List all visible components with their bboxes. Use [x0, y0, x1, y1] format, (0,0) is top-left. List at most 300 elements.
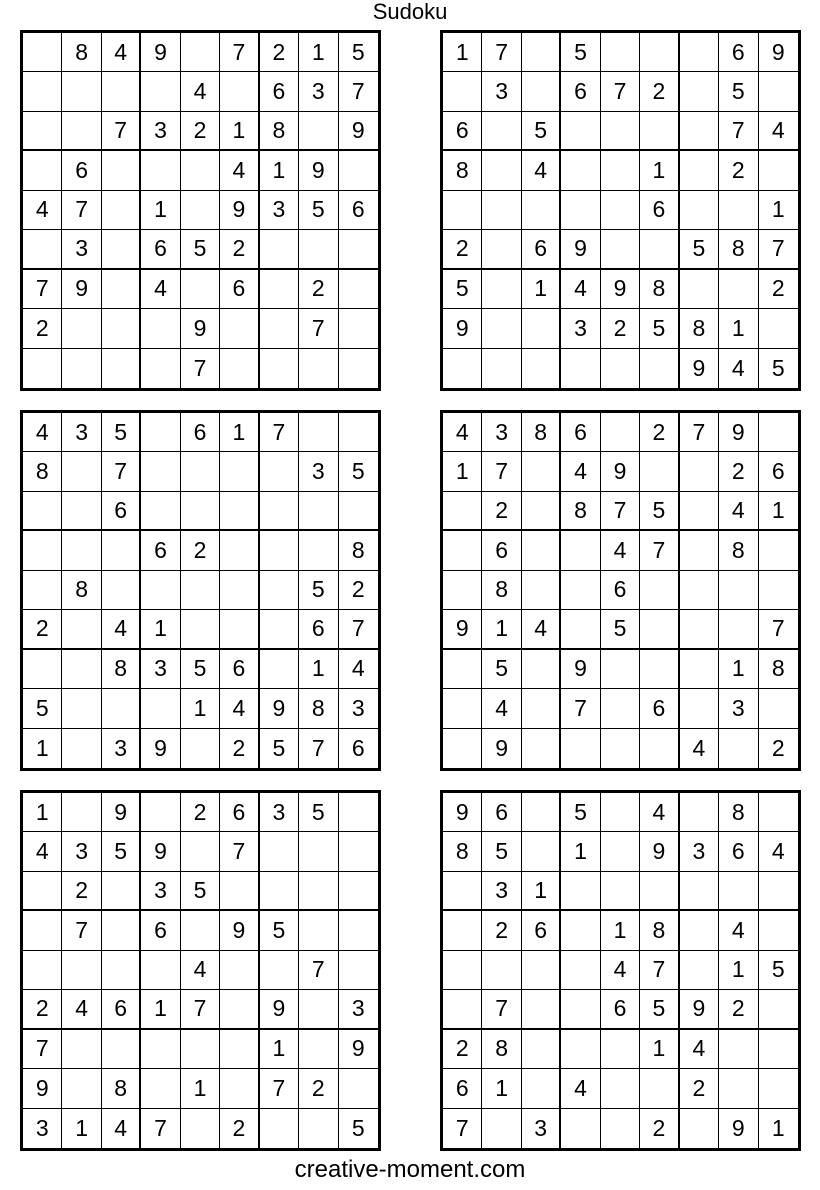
sudoku-cell: 3 [522, 1109, 561, 1148]
sudoku-cell: 4 [102, 610, 141, 649]
sudoku-cell: 6 [102, 990, 141, 1029]
sudoku-cell: 2 [23, 610, 62, 649]
sudoku-cell: 4 [23, 413, 62, 452]
sudoku-cell [640, 112, 679, 151]
sudoku-cell: 7 [640, 531, 679, 570]
sudoku-cell: 4 [62, 990, 101, 1029]
sudoku-cell [443, 911, 482, 950]
sudoku-cell: 9 [339, 1030, 378, 1069]
sudoku-cell [482, 151, 521, 190]
sudoku-cell [522, 33, 561, 72]
sudoku-cell [181, 151, 220, 190]
sudoku-cell: 1 [260, 1030, 299, 1069]
sudoku-cell: 4 [680, 1030, 719, 1069]
sudoku-cell: 8 [62, 571, 101, 610]
sudoku-cell [759, 571, 798, 610]
sudoku-cell: 5 [181, 650, 220, 689]
sudoku-cell [640, 33, 679, 72]
sudoku-cell: 6 [522, 230, 561, 269]
sudoku-cell: 1 [640, 1030, 679, 1069]
sudoku-cell: 1 [181, 689, 220, 728]
sudoku-cell [522, 452, 561, 491]
sudoku-cell: 4 [719, 911, 758, 950]
sudoku-cell [640, 452, 679, 491]
sudoku-cell [299, 349, 338, 388]
sudoku-cell [339, 1069, 378, 1108]
sudoku-cell: 8 [443, 832, 482, 871]
sudoku-cell [601, 151, 640, 190]
sudoku-cell: 1 [719, 650, 758, 689]
sudoku-cell [23, 872, 62, 911]
sudoku-cell [62, 112, 101, 151]
sudoku-cell [680, 911, 719, 950]
sudoku-cell [299, 1109, 338, 1148]
sudoku-cell [719, 610, 758, 649]
sudoku-cell [759, 990, 798, 1029]
sudoku-cell: 7 [640, 951, 679, 990]
sudoku-cell [23, 72, 62, 111]
sudoku-cell: 6 [719, 832, 758, 871]
sudoku-cell: 4 [561, 1069, 600, 1108]
sudoku-cell: 8 [482, 571, 521, 610]
sudoku-cell: 5 [561, 793, 600, 832]
sudoku-cell [339, 309, 378, 348]
sudoku-cell [640, 610, 679, 649]
sudoku-cell: 7 [62, 191, 101, 230]
sudoku-cell: 9 [443, 610, 482, 649]
sudoku-cell: 6 [260, 72, 299, 111]
sudoku-cell: 1 [443, 33, 482, 72]
sudoku-cell [260, 872, 299, 911]
sudoku-cell: 8 [640, 270, 679, 309]
sudoku-cell: 6 [220, 270, 259, 309]
sudoku-cell: 8 [443, 151, 482, 190]
sudoku-cell [640, 1069, 679, 1108]
sudoku-cell [443, 872, 482, 911]
sudoku-cell [339, 951, 378, 990]
sudoku-cell [561, 990, 600, 1029]
sudoku-cell: 4 [23, 191, 62, 230]
sudoku-cell: 6 [759, 452, 798, 491]
sudoku-cell: 5 [339, 33, 378, 72]
sudoku-cell: 6 [601, 990, 640, 1029]
sudoku-cell: 8 [719, 230, 758, 269]
sudoku-cell: 7 [339, 610, 378, 649]
sudoku-cell [561, 571, 600, 610]
sudoku-cell: 1 [141, 191, 180, 230]
sudoku-cell: 1 [443, 452, 482, 491]
sudoku-cell [181, 270, 220, 309]
sudoku-cell: 7 [181, 990, 220, 1029]
sudoku-cell [522, 492, 561, 531]
sudoku-grid-4 [440, 410, 801, 771]
sudoku-cell [601, 112, 640, 151]
sudoku-cell: 2 [181, 112, 220, 151]
sudoku-cell [141, 413, 180, 452]
sudoku-cell [601, 1030, 640, 1069]
sudoku-cell: 5 [561, 33, 600, 72]
sudoku-cell: 4 [522, 151, 561, 190]
sudoku-cell: 8 [561, 492, 600, 531]
sudoku-cell [23, 531, 62, 570]
sudoku-cell [522, 571, 561, 610]
sudoku-cell [443, 492, 482, 531]
sudoku-cell [680, 452, 719, 491]
sudoku-cell [601, 33, 640, 72]
sudoku-cell: 1 [141, 610, 180, 649]
sudoku-cell: 7 [299, 951, 338, 990]
sudoku-cell: 9 [719, 413, 758, 452]
sudoku-cell [62, 689, 101, 728]
sudoku-cell [522, 689, 561, 728]
sudoku-cell: 7 [680, 413, 719, 452]
sudoku-cell: 7 [759, 610, 798, 649]
sudoku-cell: 9 [482, 729, 521, 768]
sudoku-cell: 1 [482, 1069, 521, 1108]
sudoku-cell [601, 729, 640, 768]
sudoku-cell [561, 1030, 600, 1069]
sudoku-cell: 9 [181, 309, 220, 348]
sudoku-cell: 7 [260, 413, 299, 452]
sudoku-cell: 2 [771, 734, 785, 761]
sudoku-cell: 1 [141, 990, 180, 1029]
sudoku-cell: 9 [141, 832, 180, 871]
sudoku-cell [339, 911, 378, 950]
sudoku-cell: 7 [141, 1109, 180, 1148]
sudoku-cell [522, 191, 561, 230]
sudoku-cell: 6 [141, 911, 180, 950]
sudoku-cell [719, 1030, 758, 1069]
sudoku-cell [220, 571, 259, 610]
sudoku-cell [23, 911, 62, 950]
sudoku-cell: 3 [141, 872, 180, 911]
sudoku-cell: 5 [771, 354, 785, 381]
sudoku-cell [719, 191, 758, 230]
sudoku-cell: 9 [680, 990, 719, 1029]
sudoku-cell [62, 492, 101, 531]
sudoku-cell [102, 689, 141, 728]
sudoku-cell: 9 [561, 230, 600, 269]
sudoku-cell: 9 [220, 911, 259, 950]
sudoku-cell [522, 72, 561, 111]
sudoku-cell [561, 112, 600, 151]
sudoku-cell [719, 571, 758, 610]
sudoku-cell: 7 [561, 689, 600, 728]
sudoku-cell [482, 951, 521, 990]
sudoku-cell: 4 [181, 951, 220, 990]
sudoku-cell [260, 571, 299, 610]
sudoku-cell: 2 [339, 571, 378, 610]
sudoku-cell: 5 [181, 230, 220, 269]
sudoku-cell: 4 [640, 793, 679, 832]
sudoku-cell: 1 [759, 492, 798, 531]
sudoku-cell [601, 413, 640, 452]
sudoku-cell: 4 [339, 650, 378, 689]
sudoku-cell [561, 349, 600, 388]
sudoku-cell: 1 [299, 33, 338, 72]
sudoku-cell [102, 230, 141, 269]
sudoku-cell [181, 191, 220, 230]
sudoku-cell [561, 729, 600, 768]
sudoku-cell [220, 309, 259, 348]
sudoku-cell: 8 [759, 650, 798, 689]
sudoku-cell: 1 [561, 832, 600, 871]
sudoku-cell [220, 349, 259, 388]
sudoku-cell: 6 [482, 793, 521, 832]
sudoku-cell [181, 729, 220, 768]
sudoku-cell [102, 951, 141, 990]
sudoku-cell: 2 [719, 452, 758, 491]
sudoku-cell [102, 911, 141, 950]
sudoku-cell [482, 112, 521, 151]
sudoku-cell: 4 [23, 832, 62, 871]
sudoku-cell [62, 309, 101, 348]
sudoku-cell: 5 [680, 230, 719, 269]
sudoku-cell [62, 729, 101, 768]
sudoku-cell: 6 [141, 230, 180, 269]
sudoku-cell [443, 650, 482, 689]
sudoku-cell [181, 33, 220, 72]
sudoku-cell: 1 [23, 729, 62, 768]
sudoku-cell [260, 309, 299, 348]
sudoku-cell [299, 230, 338, 269]
sudoku-cell: 8 [102, 650, 141, 689]
sudoku-cell: 9 [601, 270, 640, 309]
sudoku-cell [640, 349, 679, 388]
sudoku-cell [522, 1030, 561, 1069]
sudoku-cell [23, 571, 62, 610]
sudoku-cell [561, 951, 600, 990]
sudoku-cell [220, 452, 259, 491]
sudoku-cell: 3 [260, 793, 299, 832]
sudoku-cell: 2 [719, 151, 758, 190]
sudoku-cell: 8 [719, 531, 758, 570]
sudoku-cell [220, 531, 259, 570]
sudoku-cell [260, 452, 299, 491]
sudoku-cell [62, 951, 101, 990]
sudoku-cell: 3 [62, 413, 101, 452]
sudoku-cell [522, 729, 561, 768]
sudoku-cell: 6 [482, 531, 521, 570]
sudoku-cell [339, 872, 378, 911]
sudoku-cell: 3 [482, 413, 521, 452]
sudoku-cell [23, 951, 62, 990]
sudoku-cell: 2 [640, 72, 679, 111]
sudoku-cell [522, 832, 561, 871]
sudoku-cell: 2 [759, 270, 798, 309]
sudoku-cell [102, 872, 141, 911]
sudoku-cell: 2 [299, 270, 338, 309]
sudoku-cell [260, 230, 299, 269]
sudoku-cell [443, 951, 482, 990]
sudoku-cell: 7 [260, 1069, 299, 1108]
sudoku-cell: 2 [443, 230, 482, 269]
sudoku-cell: 3 [482, 872, 521, 911]
sudoku-cell [601, 1069, 640, 1108]
sudoku-cell [443, 349, 482, 388]
sudoku-cell [339, 793, 378, 832]
sudoku-cell: 9 [141, 33, 180, 72]
sudoku-cell [680, 191, 719, 230]
sudoku-cell [443, 191, 482, 230]
sudoku-cell [260, 270, 299, 309]
sudoku-cell [522, 650, 561, 689]
sudoku-cell: 5 [522, 112, 561, 151]
sudoku-cell [759, 911, 798, 950]
sudoku-cell: 5 [601, 610, 640, 649]
sudoku-cell [260, 610, 299, 649]
sudoku-cell [299, 911, 338, 950]
sudoku-cell [482, 230, 521, 269]
sudoku-cell [680, 689, 719, 728]
sudoku-cell [102, 191, 141, 230]
sudoku-cell [181, 492, 220, 531]
sudoku-cell [220, 72, 259, 111]
sudoku-cell [141, 689, 180, 728]
sudoku-cell: 1 [181, 1069, 220, 1108]
sudoku-grid-2 [440, 30, 801, 391]
sudoku-cell: 3 [339, 689, 378, 728]
sudoku-cell: 2 [220, 729, 259, 768]
sudoku-cell: 6 [62, 151, 101, 190]
sudoku-cell: 5 [260, 729, 299, 768]
sudoku-cell [482, 191, 521, 230]
sudoku-cell: 7 [62, 911, 101, 950]
sudoku-cell [299, 872, 338, 911]
sudoku-cell [23, 151, 62, 190]
sudoku-cell: 5 [640, 309, 679, 348]
sudoku-cell: 5 [181, 872, 220, 911]
sudoku-cell [23, 112, 62, 151]
sudoku-cell: 1 [482, 610, 521, 649]
sudoku-cell [759, 72, 798, 111]
sudoku-cell: 1 [759, 191, 798, 230]
sudoku-cell [260, 650, 299, 689]
sudoku-cell: 4 [443, 413, 482, 452]
sudoku-cell: 5 [339, 452, 378, 491]
sudoku-cell: 2 [23, 990, 62, 1029]
sudoku-cell [181, 571, 220, 610]
sudoku-cell [680, 72, 719, 111]
sudoku-cell [181, 1109, 220, 1148]
sudoku-cell: 4 [561, 452, 600, 491]
sudoku-cell [141, 492, 180, 531]
sudoku-cell [522, 793, 561, 832]
sudoku-cell [220, 492, 259, 531]
sudoku-cell: 7 [601, 492, 640, 531]
sudoku-cell: 2 [640, 413, 679, 452]
sudoku-cell [522, 349, 561, 388]
sudoku-cell: 5 [23, 689, 62, 728]
sudoku-cell: 6 [299, 610, 338, 649]
sudoku-cell [181, 610, 220, 649]
sudoku-cell [680, 531, 719, 570]
sudoku-cell [299, 832, 338, 871]
sudoku-cell: 3 [299, 72, 338, 111]
sudoku-cell [62, 1069, 101, 1108]
sudoku-cell: 4 [601, 951, 640, 990]
sudoku-cell: 3 [23, 1109, 62, 1148]
sudoku-cell [62, 72, 101, 111]
sudoku-cell [680, 112, 719, 151]
sudoku-cell: 5 [759, 951, 798, 990]
sudoku-cell [141, 951, 180, 990]
sudoku-cell: 1 [522, 872, 561, 911]
sudoku-cell: 1 [62, 1109, 101, 1148]
sudoku-cell [601, 349, 640, 388]
sudoku-cell [339, 151, 378, 190]
sudoku-cell: 6 [640, 689, 679, 728]
sudoku-cell [339, 349, 378, 388]
sudoku-cell: 3 [62, 230, 101, 269]
sudoku-cell: 9 [719, 1109, 758, 1148]
sudoku-cell: 8 [482, 1030, 521, 1069]
sudoku-cell [561, 911, 600, 950]
sudoku-cell [561, 531, 600, 570]
sudoku-cell: 3 [680, 832, 719, 871]
sudoku-cell: 1 [220, 112, 259, 151]
sudoku-cell: 6 [601, 571, 640, 610]
sudoku-cell: 5 [260, 911, 299, 950]
sudoku-cell: 6 [640, 191, 679, 230]
sudoku-cell: 8 [339, 531, 378, 570]
sudoku-cell: 3 [141, 112, 180, 151]
sudoku-cell [260, 832, 299, 871]
sudoku-cell [339, 230, 378, 269]
sudoku-cell [640, 650, 679, 689]
sudoku-cell [522, 1069, 561, 1108]
sudoku-cell [443, 72, 482, 111]
sudoku-cell [680, 270, 719, 309]
sudoku-cell: 9 [299, 151, 338, 190]
sudoku-cell: 6 [719, 33, 758, 72]
sudoku-cell: 2 [443, 1030, 482, 1069]
sudoku-cell [522, 531, 561, 570]
sudoku-cell [443, 531, 482, 570]
sudoku-cell: 5 [482, 832, 521, 871]
sudoku-cell: 2 [181, 793, 220, 832]
sudoku-cell [102, 531, 141, 570]
sudoku-cell [23, 492, 62, 531]
sudoku-cell: 4 [141, 270, 180, 309]
sudoku-cell: 7 [23, 1030, 62, 1069]
sudoku-cell: 6 [561, 72, 600, 111]
sudoku-cell: 7 [719, 112, 758, 151]
sudoku-cell: 9 [260, 689, 299, 728]
sudoku-cell: 2 [719, 990, 758, 1029]
sudoku-cell [181, 1030, 220, 1069]
sudoku-cell: 1 [601, 911, 640, 950]
sudoku-cell [220, 1030, 259, 1069]
sudoku-cell: 5 [719, 72, 758, 111]
sudoku-cell [443, 729, 482, 768]
sudoku-cell: 4 [482, 689, 521, 728]
sudoku-cell: 9 [561, 650, 600, 689]
sudoku-cell: 9 [260, 990, 299, 1029]
sudoku-cell: 2 [220, 230, 259, 269]
sudoku-cell [759, 793, 798, 832]
sudoku-cell [719, 872, 758, 911]
sudoku-cell [640, 729, 679, 768]
sudoku-cell: 9 [141, 729, 180, 768]
sudoku-cell [680, 872, 719, 911]
sudoku-cell [23, 230, 62, 269]
sudoku-cell: 3 [719, 689, 758, 728]
sudoku-cell [260, 951, 299, 990]
sudoku-cell: 8 [62, 33, 101, 72]
sudoku-cell [601, 689, 640, 728]
sudoku-cell: 6 [522, 911, 561, 950]
